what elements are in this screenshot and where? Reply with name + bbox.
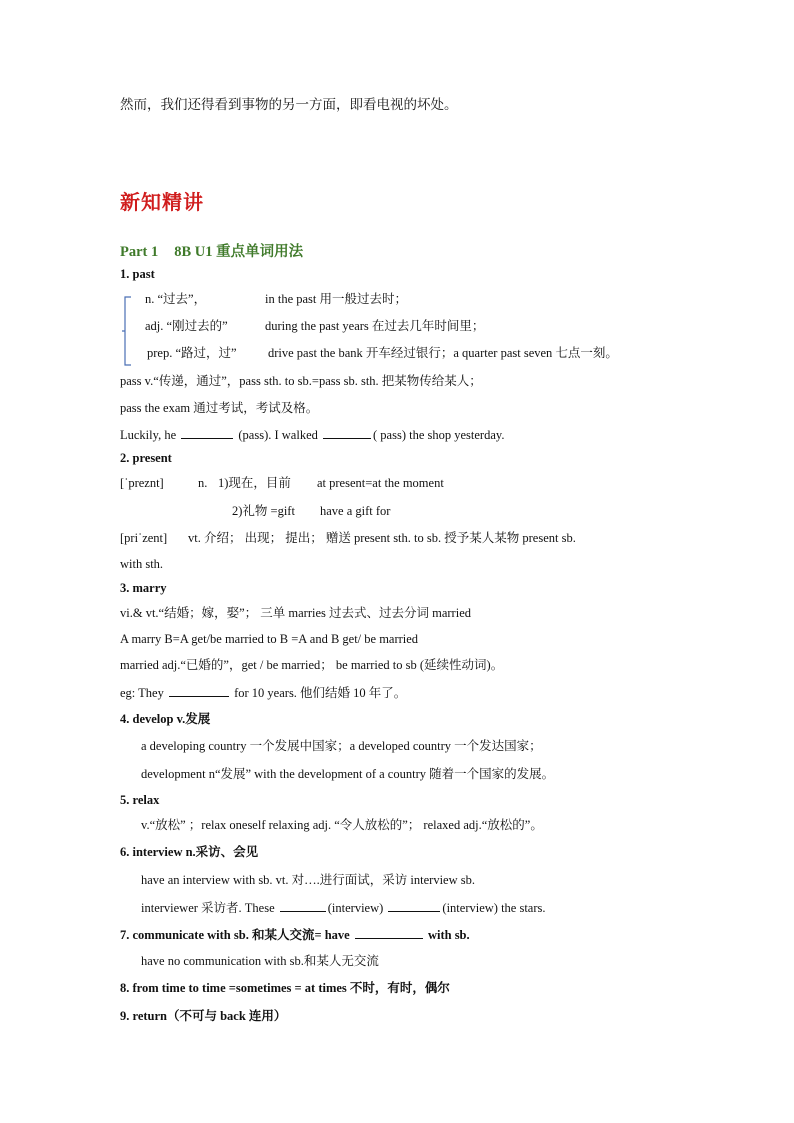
past-exercise-part-a: Luckily, he (120, 428, 177, 442)
present-phonetic-1: [ˈpreznt] (120, 476, 164, 490)
past-prep-example: drive past the bank 开车经过银行；a quarter past seven 七点一刻。 (268, 346, 618, 360)
past-prep-definition: prep. “路过，过” (147, 346, 237, 360)
past-heading: 1. past (120, 267, 155, 281)
interview-line-1: have an interview with sb. vt. 对….进行面试，采访 interview sb. (141, 873, 475, 887)
develop-line-1: a developing country 一个发展中国家；a developed country 一个发达国家； (141, 739, 542, 753)
return-heading: 9. return（不可与 back 连用） (120, 1009, 287, 1023)
past-adj-example: during the past years 在过去几年时间里； (265, 319, 485, 333)
interview-heading: 6. interview n.采访、会见 (120, 845, 259, 859)
answer-blank[interactable] (169, 684, 229, 697)
interview-line-2 (141, 899, 546, 916)
past-noun-definition: n. “过去”， (145, 292, 207, 306)
present-verb-line-2: with sth. (120, 557, 164, 571)
answer-blank[interactable] (280, 899, 326, 912)
past-noun-example: in the past 用一般过去时； (265, 292, 408, 306)
communicate-line-1: have no communication with sb.和某人无交流 (141, 954, 379, 968)
answer-blank[interactable] (355, 926, 423, 939)
answer-blank[interactable] (181, 426, 233, 439)
pass-exam-line: pass the exam 通过考试，考试及格。 (120, 401, 319, 415)
section-title: 新知精讲 (120, 190, 204, 214)
communicate-heading-part-b: with sb. (427, 928, 470, 942)
marry-line-2: A marry B=A get/be married to B =A and B get/ be married (120, 632, 419, 646)
answer-blank[interactable] (388, 899, 440, 912)
part-title: 8B U1 重点单词用法 (174, 244, 304, 260)
from-time-heading: 8. from time to time =sometimes = at times 不时，有时，偶尔 (120, 981, 450, 995)
marry-example (120, 684, 406, 701)
past-adj-definition: adj. “刚过去的” (145, 319, 228, 333)
relax-heading: 5. relax (120, 793, 160, 807)
pass-line: pass v.“传递，通过”，pass sth. to sb.=pass sb. sth. 把某物传给某人； (120, 374, 482, 388)
left-brace-icon (122, 296, 132, 366)
past-exercise-part-b: (pass). I walked (238, 428, 318, 442)
present-phonetic-2: [priˈzent] (120, 531, 168, 545)
interview-line-2-part-b: (interview) (327, 901, 384, 915)
present-heading: 2. present (120, 451, 172, 465)
develop-line-2: development n“发展” with the development of a country 随着一个国家的发展。 (141, 767, 555, 781)
develop-heading: 4. develop v.发展 (120, 712, 211, 726)
communicate-heading-part-a: 7. communicate with sb. 和某人交流= have (120, 928, 350, 942)
present-sense-2: 2)礼物 =gift (232, 504, 295, 518)
part-label: Part 1 (120, 244, 159, 260)
relax-line-1: v.“放松” ；relax oneself relaxing adj. “令人放松的”； relaxed adj.“放松的”。 (141, 818, 543, 832)
answer-blank[interactable] (323, 426, 371, 439)
past-exercise-part-c: ( pass) the shop yesterday. (373, 428, 505, 442)
marry-example-part-a: eg: They (120, 686, 164, 700)
communicate-heading (120, 926, 470, 943)
intro-sentence: 然而，我们还得看到事物的另一方面，即看电视的坏处。 (120, 97, 458, 112)
present-verb-line: vt. 介绍； 出现； 提出； 赠送 present sth. to sb. 授予某人某物 present sb. (188, 531, 576, 545)
marry-line-1: vi.& vt.“结婚；嫁，娶”； 三单 marries 过去式、过去分词 married (120, 606, 471, 620)
marry-line-3: married adj.“已婚的”，get / be married； be married to sb (延续性动词)。 (120, 658, 504, 672)
past-exercise (120, 426, 504, 443)
marry-heading: 3. marry (120, 581, 167, 595)
marry-example-part-b: for 10 years. 他们结婚 10 年了。 (234, 686, 407, 700)
present-sense-2-example: have a gift for (320, 504, 391, 518)
interview-line-2-part-a: interviewer 采访者. These (141, 901, 275, 915)
present-sense-1: 1)现在，目前 (218, 476, 291, 490)
part-heading (120, 240, 303, 261)
present-sense-1-example: at present=at the moment (317, 476, 444, 490)
interview-line-2-part-c: (interview) the stars. (442, 901, 546, 915)
present-noun-label: n. (198, 476, 208, 490)
